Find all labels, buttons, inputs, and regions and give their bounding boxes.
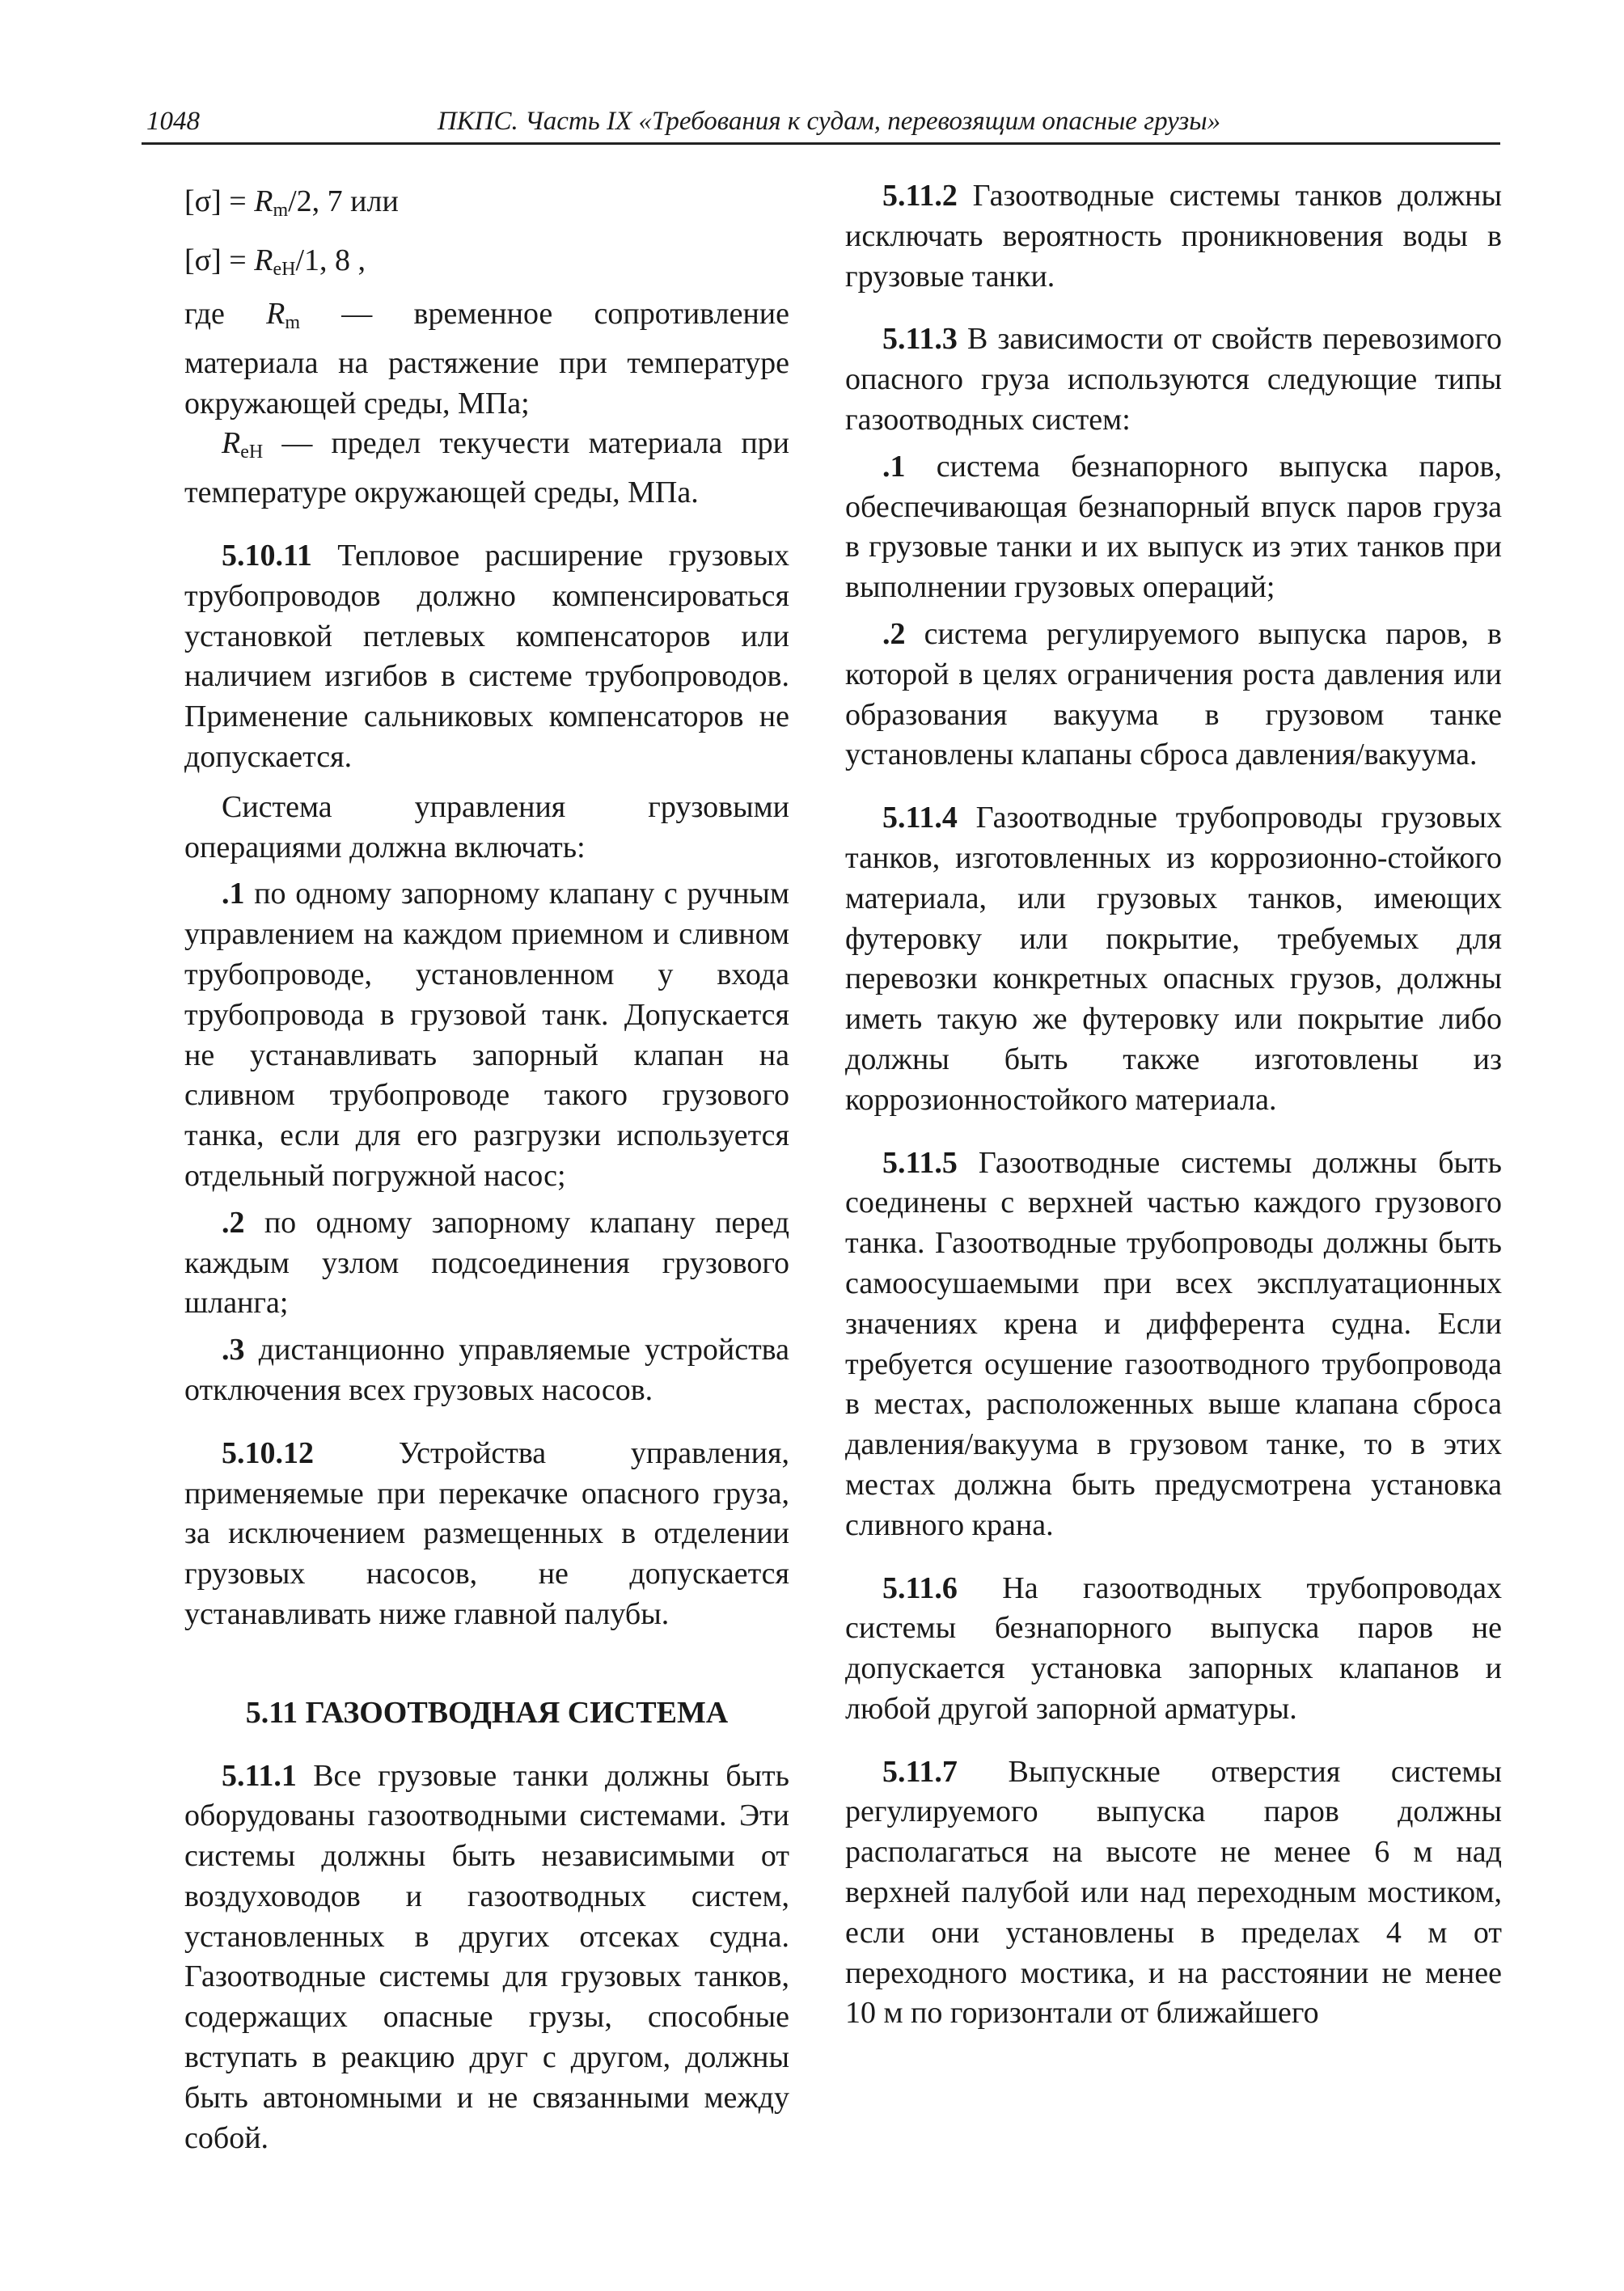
paragraph-5-11-2 [845,176,1502,297]
clause-text: На газоотводных трубопроводах системы безнапорного выпуска паров не допускается установка запорных клапанов и любой другой запорной арматуры. [845,1570,1502,1726]
paragraph-5-11-3 [845,319,1502,440]
paragraph-5-11-5 [845,1143,1502,1546]
clause-text: Газоотводные системы должны быть соединены с верхней частью каждого грузового танка. Газоотводные трубопроводы должны быть самоосушаемыми при всех эксплуатационных значениях крена и дифферента судна. Если требуется осушение газоотводного трубопровода в местах, расположенных выше клапана сброса давления/вакуума в грузовом танке, то в этих местах должна быть предусмотрена установка сливного крана. [845,1145,1502,1542]
definition-sub: m [285,312,301,333]
list-item-2 [845,615,1502,776]
clause-number: 5.11.6 [882,1570,958,1605]
paragraph-5-11-7 [845,1752,1502,2035]
item-number: .2 [882,616,906,651]
item-text: система безнапорного выпуска паров, обеспечивающая безнапорный впуск паров груза в грузовые танки и их выпуск из этих танков при выполнении грузовых операций; [845,449,1502,605]
definition-rm [184,294,789,424]
list-item-1 [184,874,789,1196]
formula-rhs: /1, 8 , [295,243,366,277]
formula-rhs: /2, 7 или [288,184,399,218]
item-number: .1 [222,877,245,911]
section-heading: 5.11 ГАЗООТВОДНАЯ СИСТЕМА [245,1695,729,1730]
clause-number: 5.10.11 [222,538,312,573]
definition-sub: eH [240,442,264,463]
formula-var: R [254,184,273,218]
paragraph-5-10-11 [184,536,789,778]
paragraph-5-11-6 [845,1569,1502,1730]
formula-sub: eH [273,259,296,280]
clause-text: Тепловое расширение грузовых трубопроводов должно компенсироваться установкой петлевых компенсаторов или наличием изгибов в системе трубопроводов. Применение сальниковых компенсаторов не допускается. [184,538,789,774]
right-column [845,176,1502,2034]
running-header [142,102,1500,145]
item-number: .3 [222,1333,245,1367]
clause-text: В зависимости от свойств перевозимого опасного груза используются следующие типы газоотводных систем: [845,322,1502,437]
item-text: дистанционно управляемые устройства отключения всех грузовых насосов. [184,1333,789,1407]
clause-text: Устройства управления, применяемые при перекачке опасного груза, за исключением размещенных в отделении грузовых насосов, не допускается устанавливать ниже главной палубы. [184,1435,789,1631]
clause-text: Все грузовые танки должны быть оборудованы газоотводными системами. Эти системы должны быть независимыми от воздуховодов и газоотводных систем, установленных в других отсеках судна. Газоотводные системы для грузовых танков, содержащих опасные грузы, способные вступать в реакцию друг с другом, должны быть автономными и не связанными между собой. [184,1758,789,2155]
paragraph-5-10-12 [184,1434,789,1635]
formula-tensile [184,176,789,235]
formula-sub: m [273,200,289,221]
definition-reh [184,424,789,514]
list-item-1 [845,447,1502,608]
definition-prefix: где [184,297,267,331]
list-item-2 [184,1203,789,1324]
paragraph-control-system: Система управления грузовыми операциями должна включать: [184,789,789,864]
left-column [184,176,789,2158]
item-text: по одному запорному клапану с ручным управлением на каждом приемном и сливном трубопроводе, установленном у входа трубопровода в грузовой танк. Допускается не устанавливать запорный клапан на сливном трубопроводе такого грузового танка, если для его разгрузки используется отдельный погружной насос; [184,877,789,1193]
formula-yield [184,235,789,294]
clause-number: 5.11.2 [882,179,958,213]
clause-number: 5.10.12 [222,1435,314,1470]
formula-lhs: [σ] = [184,184,255,218]
clause-number: 5.11.7 [882,1754,958,1789]
page-number: 1048 [146,107,200,136]
item-text: система регулируемого выпуска паров, в которой в целях ограничения роста давления или образования вакуума в грузовом танке установлены клапаны сброса давления/вакуума. [845,616,1502,772]
formula-var: R [254,243,273,277]
item-number: .1 [882,449,906,484]
clause-number: 5.11.4 [882,801,958,835]
clause-number: 5.11.1 [222,1758,297,1793]
clause-text: Газоотводные системы танков должны исключать вероятность проникновения воды в грузовые танки. [845,179,1502,294]
clause-number: 5.11.3 [882,322,958,357]
item-number: .2 [222,1205,245,1240]
running-title: ПКПС. Часть IX «Требования к судам, перевозящим опасные грузы» [437,107,1221,136]
formula-lhs: [σ] = [184,243,255,277]
paragraph-5-11-1 [184,1756,789,2159]
clause-text: Газоотводные трубопроводы грузовых танков, изготовленных из коррозионно-стойкого материала, или грузовых танков, имеющих футеровку или покрытие, требуемых для перевозки конкретных опасных грузов, должны иметь такую же футеровку или покрытие либо должны быть также изготовлены из коррозионностойкого материала. [845,801,1502,1117]
definition-text: — временное сопротивление материала на растяжение при температуре окружающей среды, МПа; [184,297,789,421]
list-item-3 [184,1330,789,1411]
definition-var: R [266,297,285,331]
paragraph-5-11-4 [845,798,1502,1120]
definition-var: R [222,426,241,461]
clause-number: 5.11.5 [882,1145,958,1180]
clause-text: Выпускные отверстия системы регулируемого выпуска паров должны располагаться на высоте не менее 6 м над верхней палубой или над переходным мостиком, если они установлены в пределах 4 м от переходного мостика, и на расстоянии не менее 10 м по горизонтали от ближайшего [845,1754,1502,2031]
definition-text: — предел текучести материала при температуре окружающей среды, МПа. [184,426,789,510]
item-text: по одному запорному клапану перед каждым узлом подсоединения грузового шланга; [184,1205,789,1321]
